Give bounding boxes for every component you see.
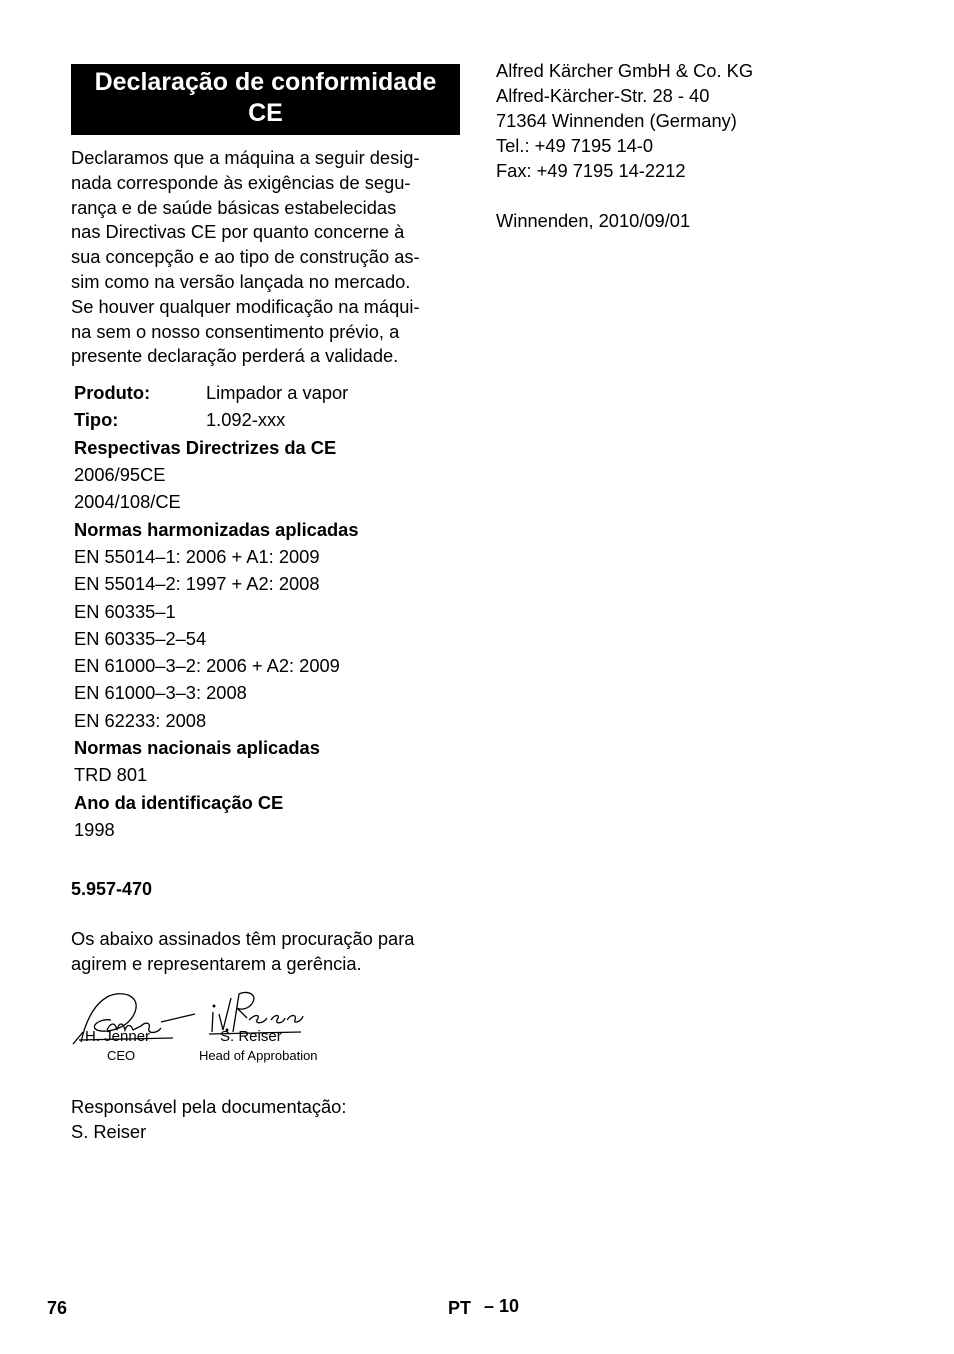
type-value: 1.092-xxx [206,409,286,431]
signature-block [71,984,460,1094]
footer-language: PT [448,1298,472,1318]
responsible-name: S. Reiser [71,1121,147,1143]
intro-line: sua concepção e ao tipo de construção as- [71,246,420,268]
address-line: Fax: +49 7195 14-2212 [496,160,686,181]
ce-year-value: 1998 [74,818,115,840]
product-label: Produto: [74,382,151,404]
responsible-label: Responsável pela documentação: [71,1096,347,1118]
signer-role: CEO [107,1048,136,1064]
responsible-documentation [71,1094,460,1144]
harmonized-item: EN 55014–2: 1997 + A2: 2008 [74,573,320,595]
page-title-line-1: Declaração de conformidade [94,68,437,96]
left-column [71,64,460,1144]
part-number: 5.957-470 [71,879,153,900]
specifications [71,379,460,843]
product-row [74,379,460,406]
intro-line: nada corresponde às exigências de segu- [71,171,411,193]
intro-line: na sem o nosso consentimento prévio, a [71,320,400,342]
address-line: 71364 Winnenden (Germany) [496,110,737,131]
directive-item: 2004/108/CE [74,491,181,513]
harmonized-item: EN 61000–3–3: 2008 [74,682,247,704]
spacer [496,183,916,208]
harmonized-title: Normas harmonizadas aplicadas [74,518,359,540]
address-line: Tel.: +49 7195 14-0 [496,135,654,156]
signers-line: agirem e representarem a gerência. [71,953,362,975]
address-line: Alfred Kärcher GmbH & Co. KG [496,60,754,81]
signer-name: S. Reiser [220,1028,282,1046]
intro-line: rança e de saúde básicas estabelecidas [71,196,397,218]
signers-statement [71,926,460,976]
intro-line: sim como na versão lançada no mercado. [71,270,411,292]
page-title-line-2: CE [248,99,283,127]
signer-role: Head of Approbation [199,1048,318,1064]
place-date: Winnenden, 2010/09/01 [496,210,691,231]
ce-year-title: Ano da identificação CE [74,791,284,813]
signers-line: Os abaixo assinados têm procuração para [71,928,415,950]
national-item: TRD 801 [74,764,148,786]
declaration-paragraph [71,146,460,369]
intro-line: Declaramos que a máquina a seguir desig- [71,147,420,168]
intro-line: nas Directivas CE por quanto concerne à [71,221,405,243]
manufacturer-address [496,58,916,233]
harmonized-item: EN 61000–3–2: 2006 + A2: 2009 [74,655,340,677]
type-label: Tipo: [74,409,119,431]
page-title [71,64,460,135]
footer-section-number: – 10 [484,1296,520,1316]
directives-title: Respectivas Directrizes da CE [74,436,337,458]
right-column [496,58,916,233]
signer-name: H. Jenner [85,1028,151,1046]
intro-line: Se houver qualquer modificação na máqui- [71,295,420,317]
product-value: Limpador a vapor [206,382,349,404]
type-row [74,406,460,433]
harmonized-item: EN 55014–1: 2006 + A1: 2009 [74,545,320,567]
harmonized-item: EN 60335–1 [74,600,176,622]
harmonized-item: EN 62233: 2008 [74,709,207,731]
national-title: Normas nacionais aplicadas [74,737,320,759]
address-line: Alfred-Kärcher-Str. 28 - 40 [496,85,710,106]
page-number: 76 [47,1298,68,1318]
harmonized-item: EN 60335–2–54 [74,627,207,649]
directive-item: 2006/95CE [74,464,166,486]
intro-line: presente declaração perderá a validade. [71,345,399,367]
